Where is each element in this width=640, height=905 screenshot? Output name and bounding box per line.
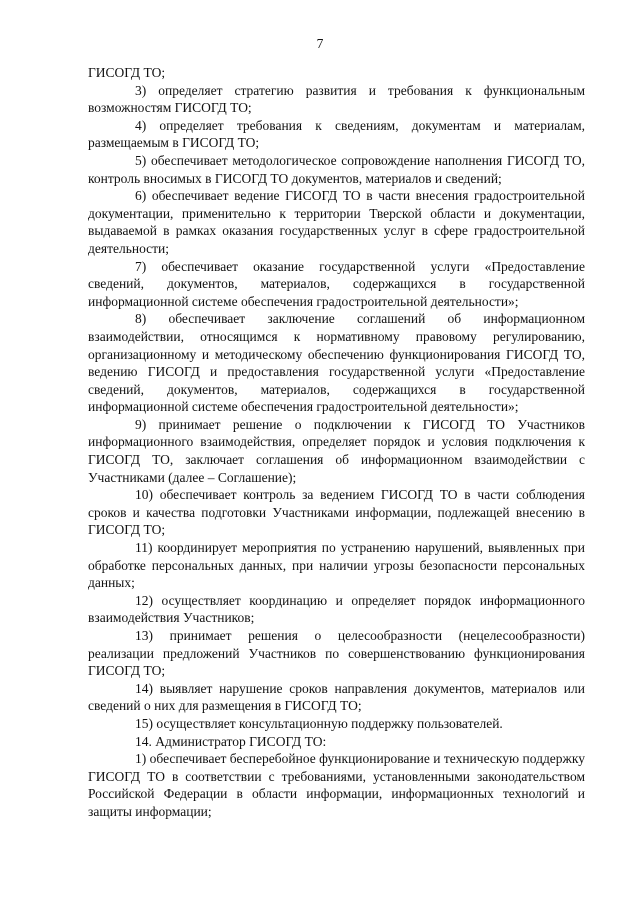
- paragraph-item-3: 3) определяет стратегию развития и требования к функциональным возможностям ГИСОГД ТО;: [88, 82, 585, 116]
- paragraph-item-15: 15) осуществляет консультационную поддержку пользователей.: [135, 715, 503, 731]
- paragraph-item-12: 12) осуществляет координацию и определяет порядок информационного взаимодействия Участников;: [88, 592, 585, 626]
- section-heading-14: 14. Администратор ГИСОГД ТО:: [135, 733, 327, 749]
- paragraph-item-6: 6) обеспечивает ведение ГИСОГД ТО в части внесения градостроительной документации, применительно к территории Тверской области и документации, выдаваемой в рамках оказания государственных услуг в сфере градостроительной деятельности;: [88, 188, 585, 256]
- paragraph-item-1: 1) обеспечивает бесперебойное функционирование и техническую поддержку ГИСОГД ТО в соответствии с требованиями, установленными законодательством Российской Федерации в области информации, информационных технологий и защиты информации;: [88, 751, 585, 819]
- page-number: 7: [316, 36, 324, 51]
- paragraph-item-14: 14) выявляет нарушение сроков направления документов, материалов или сведений о них для размещения в ГИСОГД ТО;: [88, 680, 585, 714]
- document-body: [88, 64, 585, 821]
- paragraph-item-13: 13) принимает решения о целесообразности (нецелесообразности) реализации предложений Участников по совершенствованию функционирования ГИСОГД ТО;: [88, 628, 585, 679]
- paragraph-item-5: 5) обеспечивает методологическое сопровождение наполнения ГИСОГД ТО, контроль вносимых в ГИСОГД ТО документов, материалов и сведений;: [88, 152, 585, 186]
- paragraph-item-9: 9) принимает решение о подключении к ГИСОГД ТО Участников информационного взаимодействия, определяет порядок и условия подключения к ГИСОГД ТО, заключает соглашения об информационном взаимодействии с Участниками (далее – Соглашение);: [88, 416, 585, 485]
- paragraph-item-10: 10) обеспечивает контроль за ведением ГИСОГД ТО в части соблюдения сроков и качества подготовки Участниками информации, подлежащей внесению в ГИСОГД ТО;: [88, 487, 585, 538]
- paragraph-item-4: 4) определяет требования к сведениям, документам и материалам, размещаемым в ГИСОГД ТО;: [88, 117, 585, 151]
- paragraph-continuation: ГИСОГД ТО;: [88, 65, 166, 80]
- paragraph-item-8: 8) обеспечивает заключение соглашений об информационном взаимодействии, относящимся к нормативному правовому регулированию, организационному и методическому обеспечению функционирования ГИСОГД ТО, ведению ГИСОГД и предоставления государственной услуги «Предоставление сведений, документов, материалов, содержащихся в государственной информационной системе обеспечения градостроительной деятельности»;: [88, 311, 585, 415]
- paragraph-item-11: 11) координирует мероприятия по устранению нарушений, выявленных при обработке персональных данных, при наличии угрозы безопасности персональных данных;: [88, 540, 585, 591]
- paragraph-item-7: 7) обеспечивает оказание государственной услуги «Предоставление сведений, документов, материалов, содержащихся в государственной информационной системе обеспечения градостроительной деятельности»;: [88, 258, 585, 309]
